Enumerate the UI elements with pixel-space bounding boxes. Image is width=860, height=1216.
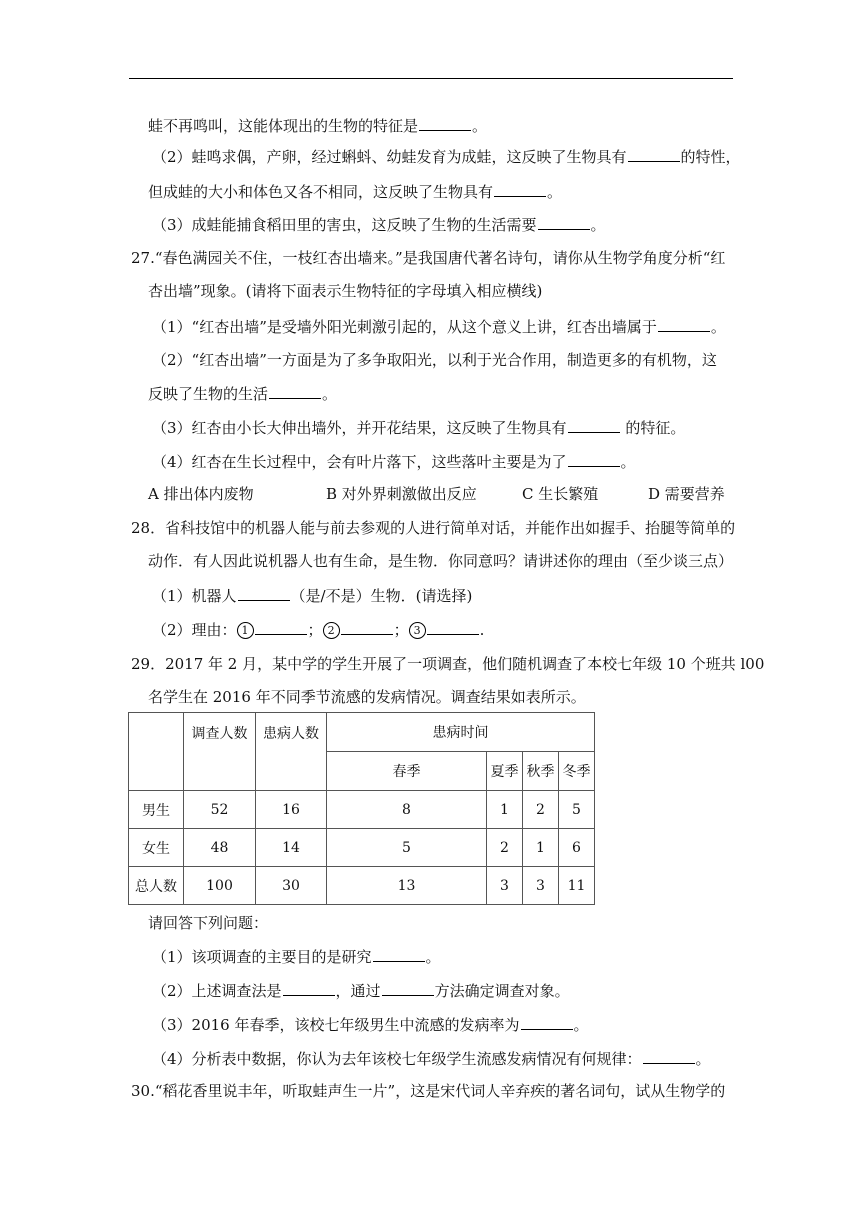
- answer-blank[interactable]: [427, 619, 479, 635]
- cell-summer: 3: [487, 867, 523, 905]
- cell-surveyed: 100: [184, 867, 256, 905]
- cell-autumn: 2: [523, 791, 559, 829]
- option-a: A 排出体内废物: [148, 485, 254, 503]
- q29-text: 。: [695, 1050, 711, 1068]
- cell-summer: 1: [487, 791, 523, 829]
- cell-winter: 6: [559, 829, 595, 867]
- separator: ；: [393, 621, 409, 639]
- answer-blank[interactable]: [382, 980, 434, 996]
- row-label: 总人数: [129, 867, 184, 905]
- q27-options: [148, 484, 738, 504]
- q29-text: ，通过: [335, 982, 381, 1000]
- cell-surveyed: 48: [184, 829, 256, 867]
- q26-text: 但成蛙的大小和体色又各不相同，这反映了生物具有: [148, 183, 494, 201]
- q30-stem-1: 30.“稻花香里说丰年，听取蛙声生一片”，这是宋代词人辛弃疾的著名词句，试从生物学的: [131, 1082, 726, 1100]
- q29-line-2: [152, 980, 570, 1001]
- answer-blank[interactable]: [568, 451, 620, 467]
- q29-stem-2: 名学生在 2016 年不同季节流感的发病情况。调查结果如表所示。: [148, 688, 586, 706]
- q27-line-1: [152, 316, 726, 337]
- q27-text: （4）红杏在生长过程中，会有叶片落下，这些落叶主要是为了: [152, 453, 567, 471]
- q29-text: （4）分析表中数据，你认为去年该校七年级学生流感发病情况有何规律：: [152, 1050, 642, 1068]
- separator: ；: [307, 621, 323, 639]
- q28-text: （1）机器人: [152, 587, 237, 605]
- cell-spring: 13: [327, 867, 487, 905]
- q26-text: 蛙不再鸣叫，这能体现出的生物的特征是: [148, 117, 419, 135]
- q29-text: （3）2016 年春季，该校七年级男生中流感的发病率为: [152, 1016, 520, 1034]
- q29-text: 方法确定调查对象。: [434, 982, 570, 1000]
- q27-text: 。: [710, 318, 726, 336]
- table-row: [129, 829, 595, 867]
- q27-text: （3）红杏由小长大伸出墙外，并开花结果，这反映了生物具有: [152, 419, 567, 437]
- answer-blank[interactable]: [538, 214, 590, 230]
- col-header-surveyed: 调查人数: [184, 713, 256, 791]
- q27-stem-1: 27.“春色满园关不住，一枝红杏出墙来。”是我国唐代著名诗句，请你从生物学角度分析“红: [131, 249, 726, 267]
- q29-text: 。: [573, 1016, 589, 1034]
- q29-prompt: 请回答下列问题：: [148, 914, 269, 932]
- q28-stem-1: 28．省科技馆中的机器人能与前去参观的人进行简单对话，并能作出如握手、抬腿等简单的: [131, 519, 736, 537]
- col-header-sick: 患病人数: [256, 713, 327, 791]
- answer-blank[interactable]: [521, 1014, 573, 1030]
- table-row: [129, 791, 595, 829]
- q29-line-4: [152, 1048, 711, 1069]
- answer-blank[interactable]: [568, 417, 620, 433]
- q26-line-3: [148, 181, 562, 202]
- q26-text: 的特性，: [680, 148, 741, 166]
- q29-text: （1）该项调查的主要目的是研究: [152, 948, 372, 966]
- answer-blank[interactable]: [373, 946, 425, 962]
- q26-text: 。: [590, 216, 606, 234]
- q27-text: （1）“红杏出墙”是受墙外阳光刺激引起的，从这个意义上讲，红杏出墙属于: [152, 318, 657, 336]
- q27-text: 。: [322, 385, 338, 403]
- q29-stem-1: 29．2017 年 2 月，某中学的学生开展了一项调查，他们随机调查了本校七年级 10 个班共 l00: [131, 655, 765, 673]
- answer-blank[interactable]: [238, 585, 290, 601]
- cell-winter: 11: [559, 867, 595, 905]
- answer-blank[interactable]: [255, 619, 307, 635]
- q28-text: （是/不是）生物．(请选择): [290, 587, 473, 605]
- option-c: C 生长繁殖: [522, 485, 599, 503]
- q26-line-4: [152, 214, 606, 235]
- separator: .: [479, 621, 485, 639]
- cell-autumn: 3: [523, 867, 559, 905]
- table-corner-cell: [129, 713, 184, 791]
- row-label: 男生: [129, 791, 184, 829]
- q26-text: 。: [547, 183, 563, 201]
- col-header-autumn: 秋季: [523, 752, 559, 791]
- q27-text: 的特征。: [620, 419, 686, 437]
- cell-winter: 5: [559, 791, 595, 829]
- cell-spring: 5: [327, 829, 487, 867]
- answer-blank[interactable]: [643, 1048, 695, 1064]
- q26-line-2: [152, 146, 741, 167]
- q29-text: （2）上述调查法是: [152, 982, 282, 1000]
- q28-line-2: [152, 619, 484, 640]
- q26-text: 。: [472, 117, 488, 135]
- q27-line-4: [152, 417, 685, 438]
- col-header-summer: 夏季: [487, 752, 523, 791]
- cell-spring: 8: [327, 791, 487, 829]
- cell-sick: 30: [256, 867, 327, 905]
- answer-blank[interactable]: [494, 181, 546, 197]
- col-header-winter: 冬季: [559, 752, 595, 791]
- answer-blank[interactable]: [628, 146, 680, 162]
- q27-line-5: [152, 451, 636, 472]
- q27-text: 反映了生物的生活: [148, 385, 269, 403]
- q27-line-2: （2）“红杏出墙”一方面是为了多争取阳光，以利于光合作用，制造更多的有机物，这: [152, 351, 717, 369]
- q27-line-3: [148, 383, 337, 404]
- q27-stem-2: 杏出墙”现象。(请将下面表示生物特征的字母填入相应横线): [148, 282, 543, 300]
- q28-stem-2: 动作．有人因此说机器人也有生命，是生物．你同意吗？请讲述你的理由（至少谈三点）: [148, 552, 734, 570]
- table-row: [129, 867, 595, 905]
- cell-sick: 16: [256, 791, 327, 829]
- answer-blank[interactable]: [658, 316, 710, 332]
- circled-number: 2: [323, 622, 340, 639]
- answer-blank[interactable]: [419, 115, 471, 131]
- circled-number: 3: [409, 622, 426, 639]
- q29-text: 。: [425, 948, 441, 966]
- header-rule: [129, 78, 733, 79]
- q26-text: （3）成蛙能捕食稻田里的害虫，这反映了生物的生活需要: [152, 216, 537, 234]
- answer-blank[interactable]: [269, 383, 321, 399]
- cell-surveyed: 52: [184, 791, 256, 829]
- option-b: B 对外界刺激做出反应: [326, 485, 477, 503]
- q26-text: （2）蛙鸣求偶，产卵，经过蝌蚪、幼蛙发育为成蛙，这反映了生物具有: [152, 148, 627, 166]
- q27-text: 。: [620, 453, 636, 471]
- circled-number: 1: [237, 622, 254, 639]
- table-header-row: [129, 713, 595, 752]
- answer-blank[interactable]: [283, 980, 335, 996]
- cell-sick: 14: [256, 829, 327, 867]
- survey-table: [128, 712, 595, 905]
- row-label: 女生: [129, 829, 184, 867]
- q26-line-1: [148, 115, 487, 136]
- answer-blank[interactable]: [341, 619, 393, 635]
- col-header-spring: 春季: [327, 752, 487, 791]
- q28-line-1: [152, 585, 472, 606]
- q29-line-1: [152, 946, 441, 967]
- q28-text: （2）理由：: [152, 621, 237, 639]
- col-header-time: 患病时间: [327, 713, 595, 752]
- q29-line-3: [152, 1014, 589, 1035]
- cell-summer: 2: [487, 829, 523, 867]
- cell-autumn: 1: [523, 829, 559, 867]
- option-d: D 需要营养: [648, 485, 725, 503]
